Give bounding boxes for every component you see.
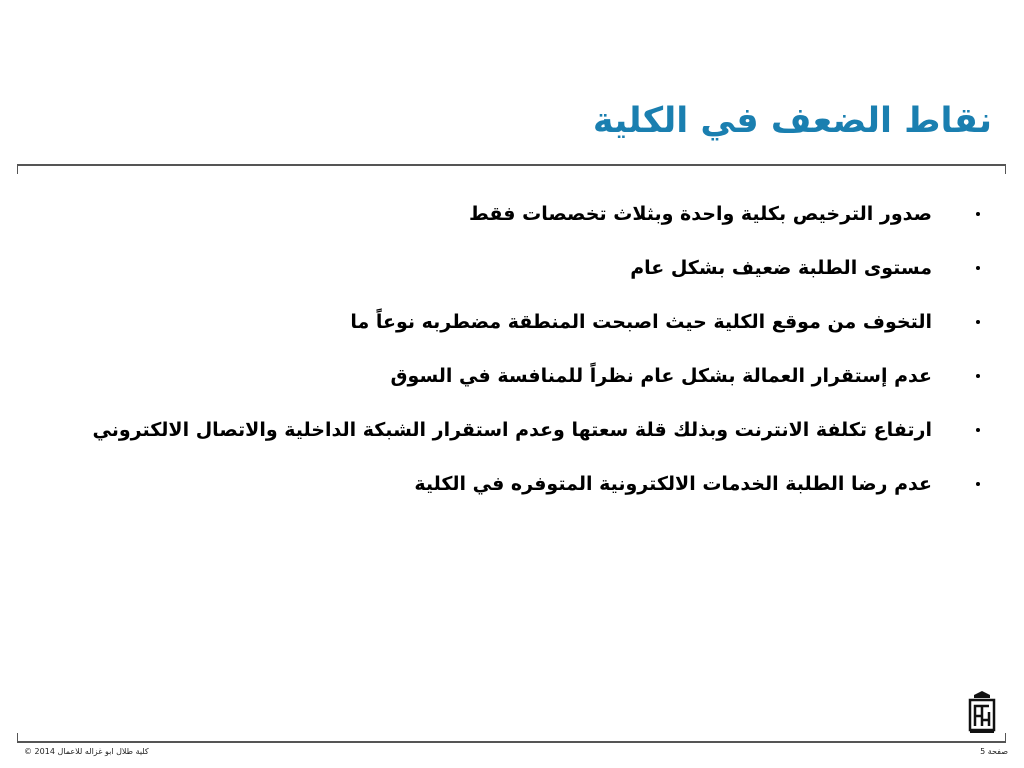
bullet-text: التخوف من موقع الكلية حيث اصبحت المنطقة مضطربه نوعاً ما (350, 311, 932, 333)
bullet-item (22, 252, 982, 306)
bullet-dot-icon (976, 266, 980, 270)
tag-logo-icon (968, 690, 996, 734)
bottom-frame-line (17, 733, 1006, 743)
slide-title: نقاط الضعف في الكلية (592, 101, 992, 141)
bullet-item (22, 306, 982, 360)
bullet-text: ارتفاع تكلفة الانترنت وبذلك قلة سعتها وعدم استقرار الشبكة الداخلية والاتصال الالكتروني (92, 419, 932, 441)
bullet-dot-icon (976, 428, 980, 432)
top-frame-line (17, 164, 1006, 174)
bullet-item (22, 414, 982, 468)
bullet-text: مستوى الطلبة ضعيف بشكل عام (630, 257, 932, 279)
bullet-text: صدور الترخيص بكلية واحدة وبثلاث تخصصات فقط (469, 203, 932, 225)
bullet-item (22, 198, 982, 252)
bullet-list (22, 198, 982, 522)
bullet-item (22, 468, 982, 522)
bullet-dot-icon (976, 212, 980, 216)
bullet-text: عدم رضا الطلبة الخدمات الالكترونية المتوفره في الكلية (414, 473, 932, 495)
footer-copyright: كلية طلال ابو غزاله للاعمال 2014 © (24, 747, 149, 756)
bullet-text: عدم إستقرار العمالة بشكل عام نظراً للمنافسة في السوق (390, 365, 932, 387)
bullet-item (22, 360, 982, 414)
footer-page-number: صفحة 5 (980, 747, 1008, 756)
bullet-dot-icon (976, 374, 980, 378)
bullet-dot-icon (976, 482, 980, 486)
bullet-dot-icon (976, 320, 980, 324)
